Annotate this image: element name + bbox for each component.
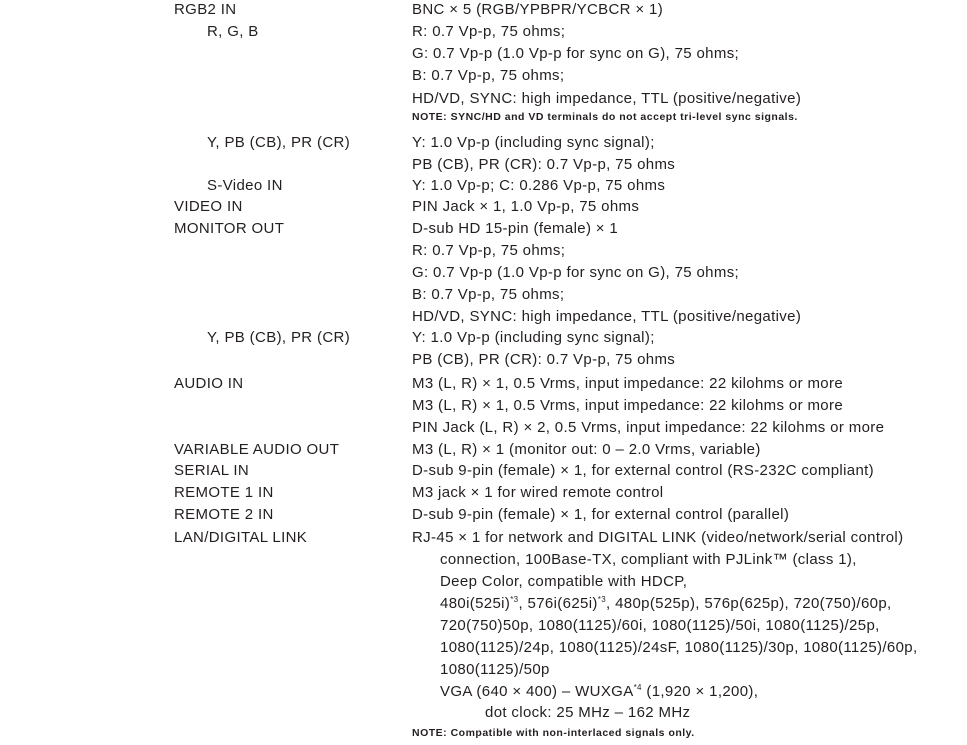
lan-signals-line2: 720(750)50p, 1080(1125)/60i, 1080(1125)/50i, 1080(1125)/25p, bbox=[440, 617, 880, 634]
ypbpr-label: Y, PB (CB), PR (CR) bbox=[207, 134, 351, 151]
variable-audio-out-value: M3 (L, R) × 1 (monitor out: 0 – 2.0 Vrms, variable) bbox=[412, 441, 761, 458]
signal-576i: 576i(625i) bbox=[527, 595, 598, 612]
video-in-label: VIDEO IN bbox=[174, 198, 243, 215]
footnote-marker: *3 bbox=[597, 595, 607, 604]
lan-signals-line1: $480i(525i)^{*3}$, $576i(625i)^{*3}$, 480p(525p), 576p(625p), 720(750)/60p, bbox=[440, 595, 892, 612]
rgb-b-value: B: 0.7 Vp-p, 75 ohms; bbox=[412, 67, 565, 84]
rgb-g-value: G: 0.7 Vp-p (1.0 Vp-p for sync on G), 75 ohms; bbox=[412, 45, 740, 62]
lan-value: RJ-45 × 1 for network and DIGITAL LINK (video/network/serial control) bbox=[412, 529, 904, 546]
monitor-out-sync-value: HD/VD, SYNC: high impedance, TTL (positive/negative) bbox=[412, 308, 802, 325]
vga-range-end: (1,920 × 1,200), bbox=[646, 683, 759, 700]
monitor-out-b-value: B: 0.7 Vp-p, 75 ohms; bbox=[412, 286, 565, 303]
remote2-in-label: REMOTE 2 IN bbox=[174, 506, 274, 523]
monitor-out-g-value: G: 0.7 Vp-p (1.0 Vp-p for sync on G), 75 ohms; bbox=[412, 264, 740, 281]
monitor-out-label: MONITOR OUT bbox=[174, 220, 285, 237]
video-in-value: PIN Jack × 1, 1.0 Vp-p, 75 ohms bbox=[412, 198, 640, 215]
rgb-sync-note: NOTE: SYNC/HD and VD terminals do not accept tri-level sync signals. bbox=[412, 111, 798, 123]
audio-in-line: M3 (L, R) × 1, 0.5 Vrms, input impedance: 22 kilohms or more bbox=[412, 397, 844, 414]
ypbpr-pbpr-value: PB (CB), PR (CR): 0.7 Vp-p, 75 ohms bbox=[412, 156, 676, 173]
signal-480i: 480i(525i) bbox=[440, 595, 511, 612]
lan-signals-line4: 1080(1125)/50p bbox=[440, 661, 550, 678]
monitor-ypbpr-y-value: Y: 1.0 Vp-p (including sync signal); bbox=[412, 329, 655, 346]
svideo-label: S-Video IN bbox=[207, 177, 283, 194]
ypbpr-y-value: Y: 1.0 Vp-p (including sync signal); bbox=[412, 134, 655, 151]
serial-in-label: SERIAL IN bbox=[174, 462, 250, 479]
rgb2-in-value: BNC × 5 (RGB/YPBPR/YCBCR × 1) bbox=[412, 1, 664, 18]
rgb-r-value: R: 0.7 Vp-p, 75 ohms; bbox=[412, 23, 566, 40]
remote2-in-value: D-sub 9-pin (female) × 1, for external control (parallel) bbox=[412, 506, 790, 523]
rgb2-in-label: RGB2 IN bbox=[174, 1, 237, 18]
rgb-label: R, G, B bbox=[207, 23, 259, 40]
signal-list: 480p(525p), 576p(625p), 720(750)/60p, bbox=[615, 595, 892, 612]
svideo-value: Y: 1.0 Vp-p; C: 0.286 Vp-p, 75 ohms bbox=[412, 177, 666, 194]
monitor-out-r-value: R: 0.7 Vp-p, 75 ohms; bbox=[412, 242, 566, 259]
remote1-in-label: REMOTE 1 IN bbox=[174, 484, 274, 501]
lan-connection: connection, 100Base-TX, compliant with PJLink™ (class 1), bbox=[440, 551, 857, 568]
remote1-in-value: M3 jack × 1 for wired remote control bbox=[412, 484, 664, 501]
serial-in-value: D-sub 9-pin (female) × 1, for external control (RS-232C compliant) bbox=[412, 462, 875, 479]
audio-in-line: M3 (L, R) × 1, 0.5 Vrms, input impedance: 22 kilohms or more bbox=[412, 375, 844, 392]
monitor-ypbpr-pbpr-value: PB (CB), PR (CR): 0.7 Vp-p, 75 ohms bbox=[412, 351, 676, 368]
rgb-sync-value: HD/VD, SYNC: high impedance, TTL (positive/negative) bbox=[412, 90, 802, 107]
monitor-ypbpr-label: Y, PB (CB), PR (CR) bbox=[207, 329, 351, 346]
lan-deep-color: Deep Color, compatible with HDCP, bbox=[440, 573, 688, 590]
audio-in-line: PIN Jack (L, R) × 2, 0.5 Vrms, input impedance: 22 kilohms or more bbox=[412, 419, 885, 436]
vga-range-start: VGA (640 × 400) – WUXGA bbox=[440, 683, 634, 700]
lan-note: NOTE: Compatible with non-interlaced signals only. bbox=[412, 727, 695, 739]
lan-vga-range bbox=[440, 683, 758, 701]
audio-in-label: AUDIO IN bbox=[174, 375, 244, 392]
lan-dot-clock: dot clock: 25 MHz – 162 MHz bbox=[485, 704, 691, 721]
monitor-out-value: D-sub HD 15-pin (female) × 1 bbox=[412, 220, 619, 237]
lan-label: LAN/DIGITAL LINK bbox=[174, 529, 308, 546]
variable-audio-out-label: VARIABLE AUDIO OUT bbox=[174, 441, 340, 458]
footnote-marker: *3 bbox=[510, 595, 519, 604]
footnote-marker: *4 bbox=[633, 683, 642, 692]
lan-signals-line3: 1080(1125)/24p, 1080(1125)/24sF, 1080(1125)/30p, 1080(1125)/60p, bbox=[440, 639, 918, 656]
